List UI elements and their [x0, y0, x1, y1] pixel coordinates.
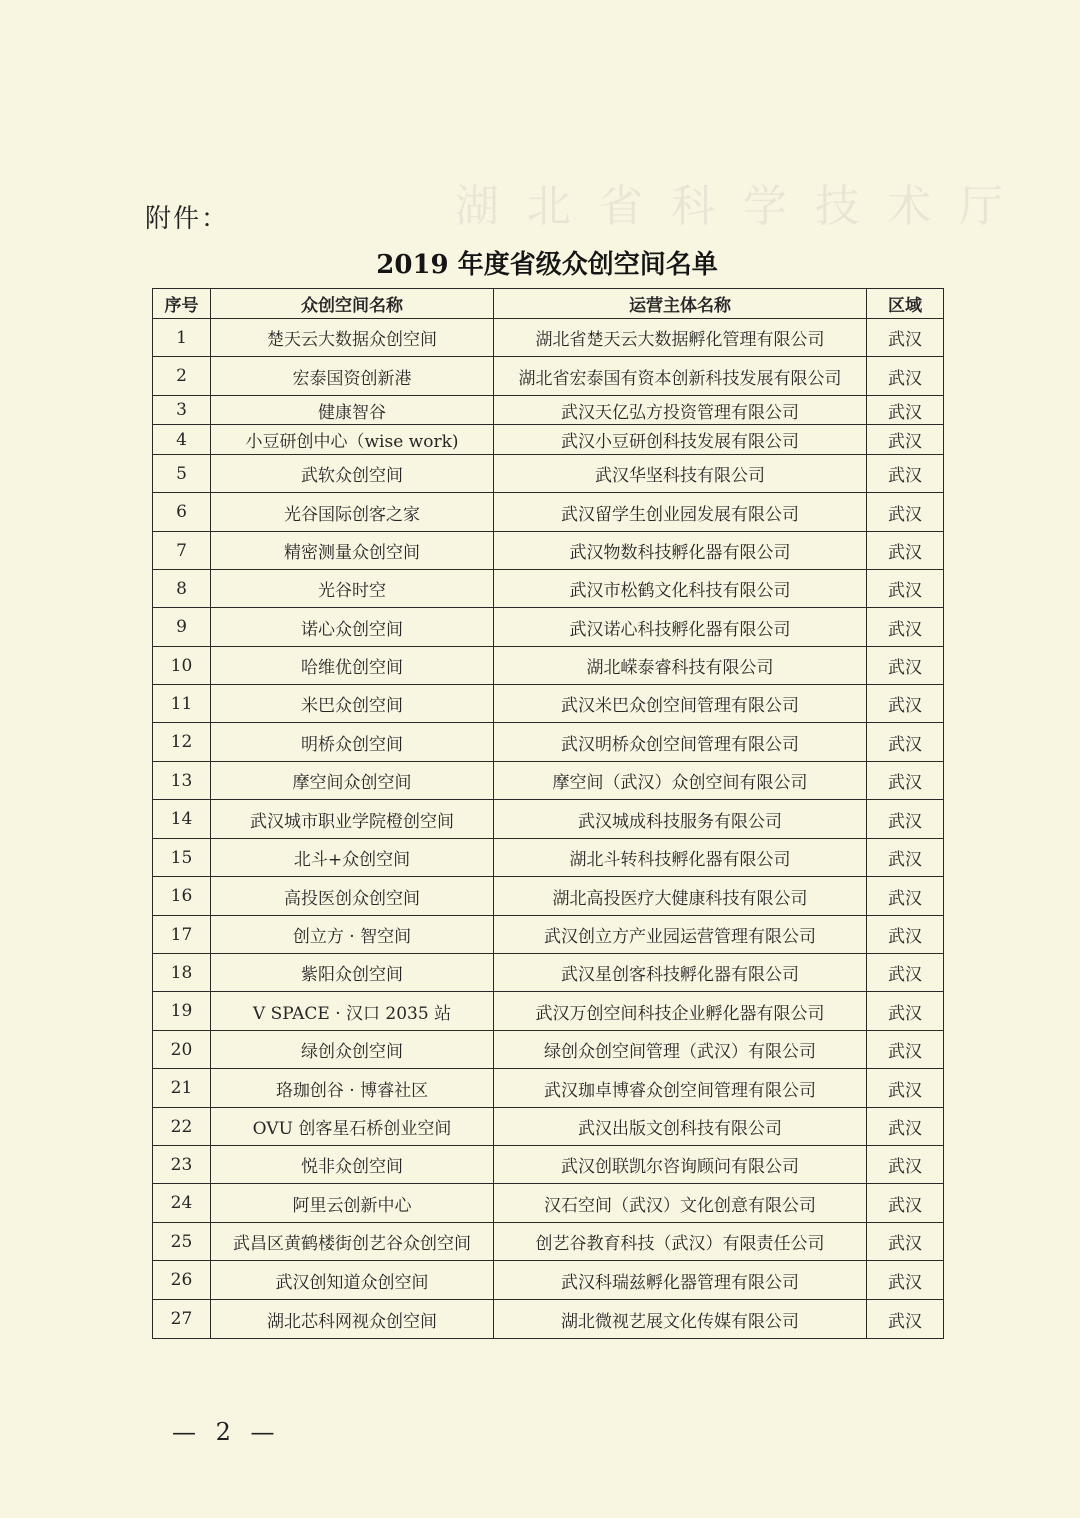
table-row — [153, 532, 944, 570]
cell-operator-name: 武汉明桥众创空间管理有限公司 — [494, 723, 867, 762]
column-header-number: 序号 — [153, 289, 211, 319]
cell-number: 20 — [153, 1031, 211, 1069]
table-row — [153, 425, 944, 455]
table-body — [153, 319, 944, 1339]
cell-region: 武汉 — [867, 493, 944, 532]
cell-operator-name: 武汉城成科技服务有限公司 — [494, 800, 867, 839]
cell-region: 武汉 — [867, 1184, 944, 1223]
table-row — [153, 877, 944, 916]
cell-region: 武汉 — [867, 1031, 944, 1069]
cell-operator-name: 湖北省宏泰国有资本创新科技发展有限公司 — [494, 357, 867, 396]
cell-number: 22 — [153, 1108, 211, 1146]
cell-number: 12 — [153, 723, 211, 762]
cell-space-name: 武汉城市职业学院橙创空间 — [211, 800, 494, 839]
cell-region: 武汉 — [867, 396, 944, 425]
cell-operator-name: 武汉华坚科技有限公司 — [494, 455, 867, 493]
column-header-space-name: 众创空间名称 — [211, 289, 494, 319]
cell-space-name: 悦非众创空间 — [211, 1146, 494, 1184]
cell-number: 19 — [153, 992, 211, 1031]
cell-space-name: 阿里云创新中心 — [211, 1184, 494, 1223]
cell-space-name: 紫阳众创空间 — [211, 954, 494, 992]
table-row — [153, 992, 944, 1031]
cell-operator-name: 创艺谷教育科技（武汉）有限责任公司 — [494, 1223, 867, 1261]
cell-operator-name: 武汉物数科技孵化器有限公司 — [494, 532, 867, 570]
table-row — [153, 1261, 944, 1300]
cell-region: 武汉 — [867, 1108, 944, 1146]
table-row — [153, 800, 944, 839]
cell-space-name: 武汉创知道众创空间 — [211, 1261, 494, 1300]
cell-number: 6 — [153, 493, 211, 532]
cell-number: 8 — [153, 570, 211, 608]
cell-space-name: 健康智谷 — [211, 396, 494, 425]
cell-operator-name: 武汉诺心科技孵化器有限公司 — [494, 608, 867, 647]
cell-operator-name: 湖北微视艺展文化传媒有限公司 — [494, 1300, 867, 1339]
cell-region: 武汉 — [867, 954, 944, 992]
cell-space-name: 北斗+众创空间 — [211, 839, 494, 877]
cell-number: 7 — [153, 532, 211, 570]
table-row — [153, 1069, 944, 1108]
cell-number: 11 — [153, 685, 211, 723]
cell-space-name: 光谷时空 — [211, 570, 494, 608]
cell-number: 21 — [153, 1069, 211, 1108]
cell-region: 武汉 — [867, 1300, 944, 1339]
cell-number: 1 — [153, 319, 211, 357]
document-title: 2019 年度省级众创空间名单 — [376, 250, 718, 280]
table-row — [153, 954, 944, 992]
cell-region: 武汉 — [867, 647, 944, 685]
cell-number: 10 — [153, 647, 211, 685]
cell-operator-name: 武汉万创空间科技企业孵化器有限公司 — [494, 992, 867, 1031]
cell-region: 武汉 — [867, 1261, 944, 1300]
cell-space-name: 创立方 · 智空间 — [211, 916, 494, 954]
table-header-row — [153, 289, 944, 319]
cell-space-name: 宏泰国资创新港 — [211, 357, 494, 396]
cell-operator-name: 武汉市松鹤文化科技有限公司 — [494, 570, 867, 608]
cell-operator-name: 湖北嵘泰睿科技有限公司 — [494, 647, 867, 685]
cell-space-name: 哈维优创空间 — [211, 647, 494, 685]
cell-operator-name: 武汉创联凯尔咨询顾问有限公司 — [494, 1146, 867, 1184]
cell-space-name: 精密测量众创空间 — [211, 532, 494, 570]
cell-operator-name: 武汉出版文创科技有限公司 — [494, 1108, 867, 1146]
cell-number: 27 — [153, 1300, 211, 1339]
cell-space-name: 武软众创空间 — [211, 455, 494, 493]
table-row — [153, 1031, 944, 1069]
cell-number: 16 — [153, 877, 211, 916]
table-row — [153, 762, 944, 800]
cell-region: 武汉 — [867, 357, 944, 396]
table-row — [153, 570, 944, 608]
cell-operator-name: 摩空间（武汉）众创空间有限公司 — [494, 762, 867, 800]
table-row — [153, 916, 944, 954]
cell-region: 武汉 — [867, 532, 944, 570]
cell-space-name: 小豆研创中心（wise work) — [211, 425, 494, 455]
cell-operator-name: 汉石空间（武汉）文化创意有限公司 — [494, 1184, 867, 1223]
cell-number: 23 — [153, 1146, 211, 1184]
cell-number: 9 — [153, 608, 211, 647]
table-row — [153, 1300, 944, 1339]
cell-region: 武汉 — [867, 992, 944, 1031]
cell-space-name: OVU 创客星石桥创业空间 — [211, 1108, 494, 1146]
cell-number: 14 — [153, 800, 211, 839]
table-row — [153, 493, 944, 532]
table-row — [153, 1223, 944, 1261]
cell-operator-name: 武汉创立方产业园运营管理有限公司 — [494, 916, 867, 954]
cell-space-name: 米巴众创空间 — [211, 685, 494, 723]
cell-operator-name: 武汉小豆研创科技发展有限公司 — [494, 425, 867, 455]
cell-region: 武汉 — [867, 1069, 944, 1108]
table-row — [153, 647, 944, 685]
cell-region: 武汉 — [867, 455, 944, 493]
cell-space-name: 绿创众创空间 — [211, 1031, 494, 1069]
cell-operator-name: 武汉科瑞兹孵化器管理有限公司 — [494, 1261, 867, 1300]
table-row — [153, 357, 944, 396]
cell-space-name: 珞珈创谷 · 博睿社区 — [211, 1069, 494, 1108]
cell-operator-name: 武汉留学生创业园发展有限公司 — [494, 493, 867, 532]
cell-region: 武汉 — [867, 425, 944, 455]
cell-operator-name: 武汉米巴众创空间管理有限公司 — [494, 685, 867, 723]
cell-space-name: 摩空间众创空间 — [211, 762, 494, 800]
cell-operator-name: 武汉天亿弘方投资管理有限公司 — [494, 396, 867, 425]
cell-space-name: 诺心众创空间 — [211, 608, 494, 647]
cell-space-name: V SPACE · 汉口 2035 站 — [211, 992, 494, 1031]
maker-space-table — [152, 288, 944, 1339]
table-row — [153, 839, 944, 877]
cell-operator-name: 武汉星创客科技孵化器有限公司 — [494, 954, 867, 992]
table-row — [153, 396, 944, 425]
table-row — [153, 319, 944, 357]
table-row — [153, 608, 944, 647]
cell-space-name: 湖北芯科网视众创空间 — [211, 1300, 494, 1339]
cell-operator-name: 武汉珈卓博睿众创空间管理有限公司 — [494, 1069, 867, 1108]
cell-region: 武汉 — [867, 839, 944, 877]
table-row — [153, 723, 944, 762]
cell-space-name: 光谷国际创客之家 — [211, 493, 494, 532]
cell-region: 武汉 — [867, 685, 944, 723]
table-row — [153, 1184, 944, 1223]
cell-space-name: 高投医创众创空间 — [211, 877, 494, 916]
cell-region: 武汉 — [867, 1223, 944, 1261]
cell-region: 武汉 — [867, 762, 944, 800]
cell-region: 武汉 — [867, 916, 944, 954]
table-row — [153, 1146, 944, 1184]
cell-space-name: 楚天云大数据众创空间 — [211, 319, 494, 357]
cell-number: 13 — [153, 762, 211, 800]
cell-region: 武汉 — [867, 319, 944, 357]
cell-number: 17 — [153, 916, 211, 954]
cell-number: 15 — [153, 839, 211, 877]
cell-region: 武汉 — [867, 570, 944, 608]
cell-number: 4 — [153, 425, 211, 455]
table-row — [153, 455, 944, 493]
cell-number: 26 — [153, 1261, 211, 1300]
column-header-operator-name: 运营主体名称 — [494, 289, 867, 319]
cell-operator-name: 湖北省楚天云大数据孵化管理有限公司 — [494, 319, 867, 357]
table-row — [153, 1108, 944, 1146]
faint-seal-watermark: 湖北省科学技术厅 — [455, 181, 1031, 232]
cell-region: 武汉 — [867, 800, 944, 839]
cell-region: 武汉 — [867, 1146, 944, 1184]
cell-space-name: 明桥众创空间 — [211, 723, 494, 762]
cell-number: 18 — [153, 954, 211, 992]
column-header-region: 区域 — [867, 289, 944, 319]
cell-space-name: 武昌区黄鹤楼街创艺谷众创空间 — [211, 1223, 494, 1261]
cell-number: 2 — [153, 357, 211, 396]
page-number: — 2 — — [172, 1418, 281, 1446]
cell-region: 武汉 — [867, 723, 944, 762]
cell-number: 3 — [153, 396, 211, 425]
annex-label: 附件： — [145, 204, 230, 234]
cell-number: 5 — [153, 455, 211, 493]
cell-operator-name: 湖北高投医疗大健康科技有限公司 — [494, 877, 867, 916]
table-row — [153, 685, 944, 723]
cell-operator-name: 湖北斗转科技孵化器有限公司 — [494, 839, 867, 877]
cell-region: 武汉 — [867, 877, 944, 916]
cell-number: 25 — [153, 1223, 211, 1261]
cell-operator-name: 绿创众创空间管理（武汉）有限公司 — [494, 1031, 867, 1069]
cell-region: 武汉 — [867, 608, 944, 647]
cell-number: 24 — [153, 1184, 211, 1223]
